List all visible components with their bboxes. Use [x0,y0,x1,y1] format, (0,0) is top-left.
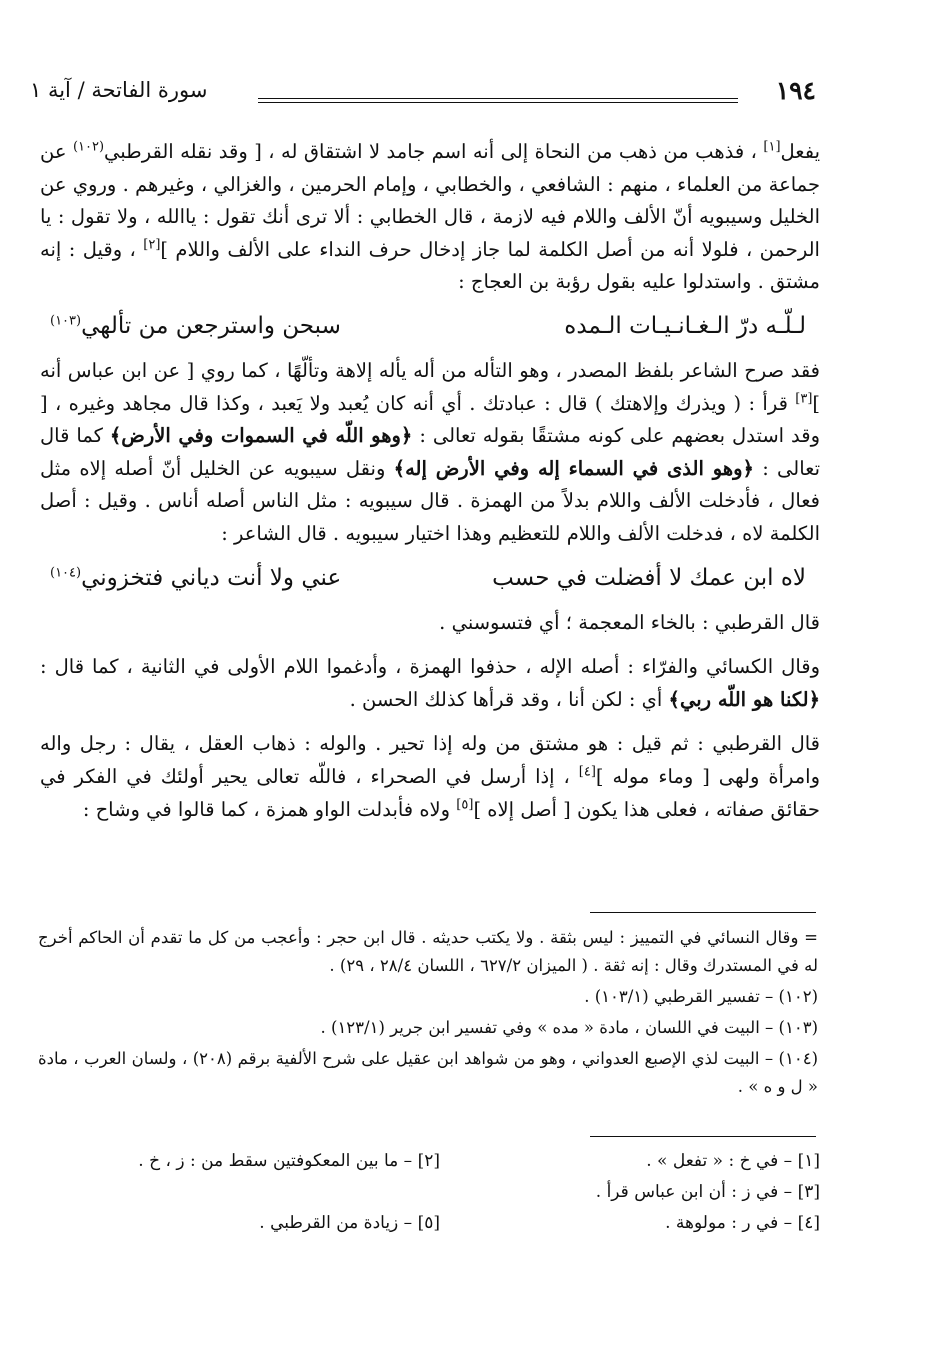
variant-3: [٣] – في ز : أن ابن عباس قرأ . [595,1182,820,1202]
variants-row [40,1208,820,1239]
verse-second-hemistich [50,307,341,345]
variant-ref: [٥] [456,797,474,812]
variant-5: [٥] – زيادة من القرطبي . [259,1213,440,1233]
text-run: ، إذا أرسل في الصحراء ، فاللّه تعالى يحير أولئك في الفكر في حقائق صفاته ، فعلى هذا يكون [ أصل إلاه ] [40,764,820,821]
paragraph-4 [40,651,820,716]
text-run: عني ولا أنت دياني فتخزوني [81,564,342,591]
verse-2 [40,555,820,603]
text-run: فقد صرح الشاعر بلفظ المصدر ، وهو التأله من أله يأله إلاهة وتألّهًا ، كما روي [ عن ابن عباس أنه ] [40,358,821,415]
text-run: ونقل سيبويه عن الخليل أنّ أصله إلاه مثل فعال ، فأدخلت الألف واللام بدلاً من الهمزة . قال سيبويه : مثل الناس أصله أناس . وقيل : أصل الكلمة لاه ، فدخلت الألف واللام للتعظيم وهذا اختيار سيبويه . قال الشاعر : [40,456,820,545]
paragraph-5 [40,728,820,826]
verse-first-hemistich: لاه ابن عمك لا أفضلت في حسب [492,564,806,591]
textual-variants [40,1146,820,1239]
text-run: قرأ : ( ويذرك وإلاهتك ) قال : عبادتك . أي أنه كان يُعبد ولا يَعبد ، وكذا قال مجاهد وغيره ، [ وقد استدل بعضهم على كونه مشتقًا بقوله تعالى : [40,391,821,448]
text-run: ، وقيل : إنه مشتق . واستدلوا عليه بقول رؤبة بن العجاج : [40,237,820,294]
text-run: قال القرطبي : ثم قيل : هو مشتق من وله إذا تحير . والوله : ذهاب العقل ، يقال : رجل واله وامرأة ولهى [ وماء موله ] [40,732,820,788]
text-run: سبحن واسترجعن من تألهي [81,312,341,339]
footnote-ref: (١٠٤) [50,564,82,580]
footnote-102: (١٠٢) – تفسير القرطبي (١٠٣/١) . [584,987,818,1006]
running-title: سورة الفاتحة / آية ١ [30,78,208,102]
variant-ref: [٢] [143,237,161,253]
variant-ref: [١] [763,139,781,155]
variants-row [40,1146,820,1177]
paragraph-3: قال القرطبي : بالخاء المعجمة ؛ أي فتسوسني . [439,610,820,634]
text-run: ، فذهب من ذهب من النحاة إلى أنه اسم جامد لا اشتقاق له ، [ وقد نقله القرطبي [104,140,764,163]
variant-ref: [٣] [795,391,813,407]
footnote-103: (١٠٣) – البيت في اللسان ، مادة « مده » وفي تفسير ابن جرير (١٢٣/١) . [320,1018,818,1037]
paragraph-1 [40,136,820,299]
main-text [40,136,820,830]
page-header [30,76,816,110]
header-rule [258,98,738,103]
footnote-continued: = وقال النسائي في التمييز : ليس بثقة . ولا يكتب حديثه . قال ابن حجر : وأعجب من كل ما تقدم أن الحاكم أخرج له في المستدرك وقال : إنه ثقة . ( الميزان ٦٢٧/٢ ، اللسان ٢٨/٤ ، ٢٩) . [38,928,818,975]
variant-1: [١] – في خ : « تفعل » . [646,1151,820,1171]
text-run: كما قال تعالى : [40,424,821,480]
verse-second-hemistich [50,559,341,597]
quran-quote: ﴿لكنا هو اللّه ربي﴾ [668,687,820,711]
text-run: أي : لكن أنا ، وقد قرأها كذلك الحسن . [349,687,669,711]
footnote-ref: (١٠٢) [72,139,105,155]
page-number: ١٩٤ [775,76,816,105]
variant-2: [٢] – ما بين المعكوفتين سقط من : ز ، خ . [138,1151,440,1171]
text-run: عن جماعة من العلماء ، منهم : الشافعي ، والخطابي ، وإمام الحرمين ، والغزالي ، وغيرهم . وروي عن الخليل وسيبويه أنّ الألف واللام فيه لازمة ، قال الخطابي : ألا ترى أنك تقول : ياالله ، ولا تقول : يا الرحمن ، فلولا أنه من أصل الكلمة لما جاز إدخال حرف النداء على الألف واللام ] [40,140,820,261]
text-run: يفعل [780,140,820,163]
variant-4: [٤] – في ر : مولوهة . [665,1213,820,1233]
quran-quote: ﴿وهو اللّه في السموات وفي الأرض﴾ [109,424,413,448]
verse-1 [40,303,820,351]
footnote-ref: (١٠٣) [50,313,82,329]
variants-rule [590,1136,816,1137]
variant-ref: [٤] [578,764,596,780]
text-run: وقال الكسائي والفرّاء : أصله الإله ، حذفوا الهمزة ، وأدغموا اللام الأولى في الثانية ، كما قال : [40,655,820,679]
variants-row [40,1177,820,1208]
footnotes-rule [590,912,816,913]
verse-first-hemistich: لـلّـه درّ الـغـانـيـات الـمده [564,312,806,339]
text-run: ولاه فأبدلت الواو همزة ، كما قالوا في وشاح : [82,797,457,821]
footnote-104: (١٠٤) – البيت لذي الإصبع العدواني ، وهو من شواهد ابن عقيل على شرح الألفية برقم (٢٠٨) ، ولسان العرب ، مادة « ل و ه » . [38,1049,819,1096]
footnotes [38,924,818,1104]
paragraph-2 [40,355,820,551]
quran-quote: ﴿وهو الذى في السماء إله وفي الأرض إله﴾ [393,456,754,480]
